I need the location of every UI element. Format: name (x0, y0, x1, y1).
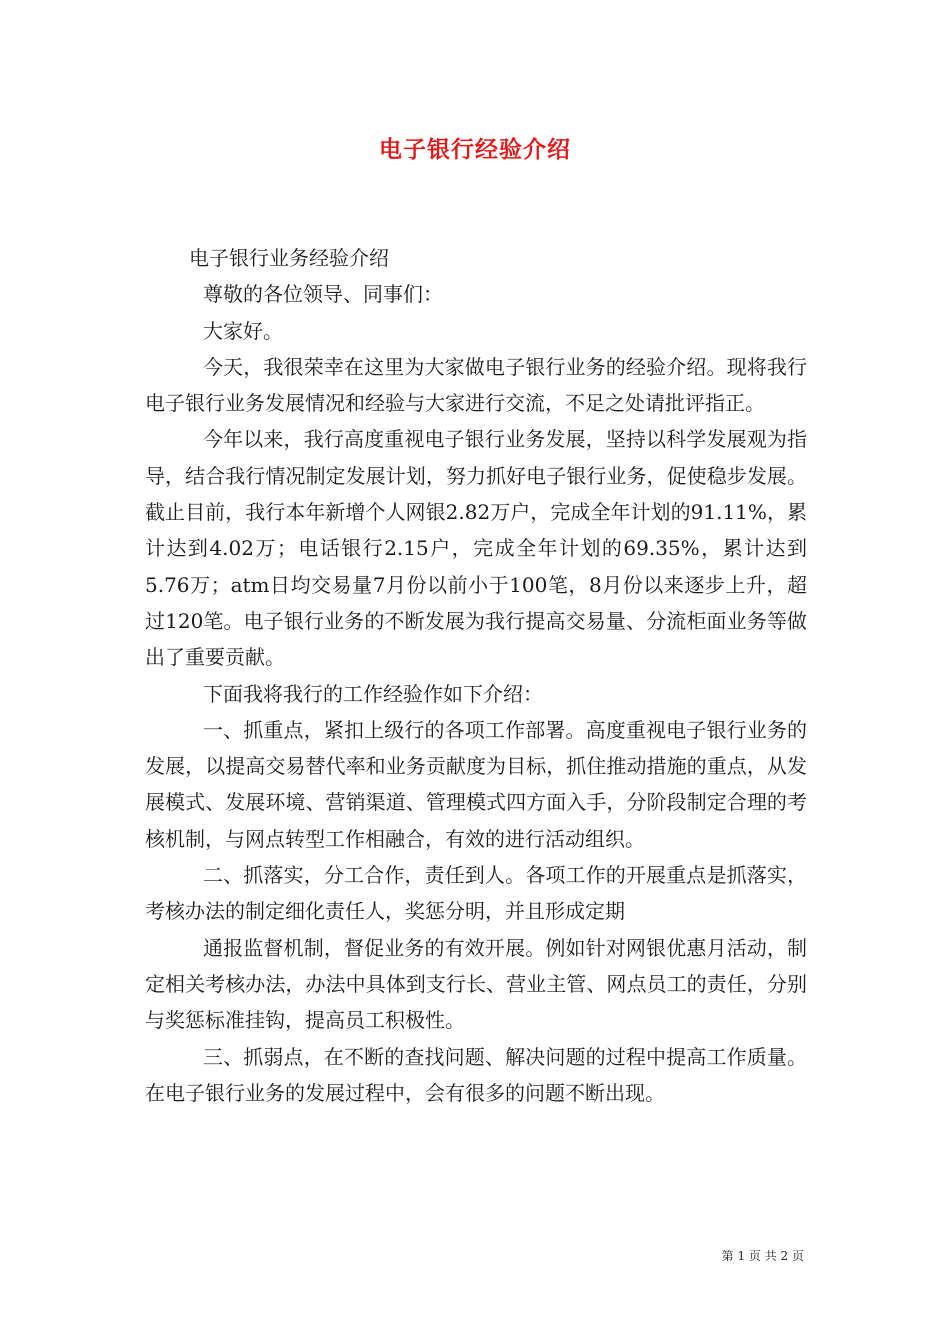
document-subtitle: 电子银行业务经验介绍 (189, 246, 389, 270)
salutation: 尊敬的各位领导、同事们： (203, 282, 443, 307)
paragraph-point-2: 二、抓落实，分工合作，责任到人。各项工作的开展重点是抓落实，考核办法的制定细化责任人，奖惩分明，并且形成定期 (145, 863, 807, 924)
document-title: 电子银行经验介绍 (379, 136, 571, 163)
paragraph-intro: 今天，我很荣幸在这里为大家做电子银行业务的经验介绍。现将我行电子银行业务发展情况和经验与大家进行交流，不足之处请批评指正。 (145, 354, 807, 416)
document-body (145, 240, 807, 1111)
paragraph-transition: 下面我将我行的工作经验作如下介绍： (203, 681, 543, 706)
paragraph-point-2-continued: 通报监督机制，督促业务的有效开展。例如针对网银优惠月活动，制定相关考核办法，办法中具体到支行长、营业主管、网点员工的责任，分别与奖惩标准挂钩，提高员工积极性。 (145, 935, 807, 1033)
greeting: 大家好。 (203, 318, 283, 343)
page-number: 第 1 页 共 2 页 (721, 1249, 804, 1263)
paragraph-point-1: 一、抓重点，紧扣上级行的各项工作部署。高度重视电子银行业务的发展，以提高交易替代率和业务贡献度为目标，抓住推动措施的重点，从发展模式、发展环境、营销渠道、管理模式四方面入手，分阶段制定合理的考核机制，与网点转型工作相融合，有效的进行活动组织。 (145, 717, 807, 851)
paragraph-progress: 今年以来，我行高度重视电子银行业务发展，坚持以科学发展观为指导，结合我行情况制定发展计划，努力抓好电子银行业务，促使稳步发展。截止目前，我行本年新增个人网银2.82万户，完成全年计划的91.11%，累计达到4.02万；电话银行2.15户，完成全年计划的69.35%，累计达到5.76万；atm日均交易量7月份以前小于100笔，8月份以来逐步上升，超过120笔。电子银行业务的不断发展为我行提高交易量、分流柜面业务等做出了重要贡献。 (145, 427, 807, 670)
paragraph-point-3: 三、抓弱点，在不断的查找问题、解决问题的过程中提高工作质量。在电子银行业务的发展过程中，会有很多的问题不断出现。 (145, 1044, 807, 1105)
